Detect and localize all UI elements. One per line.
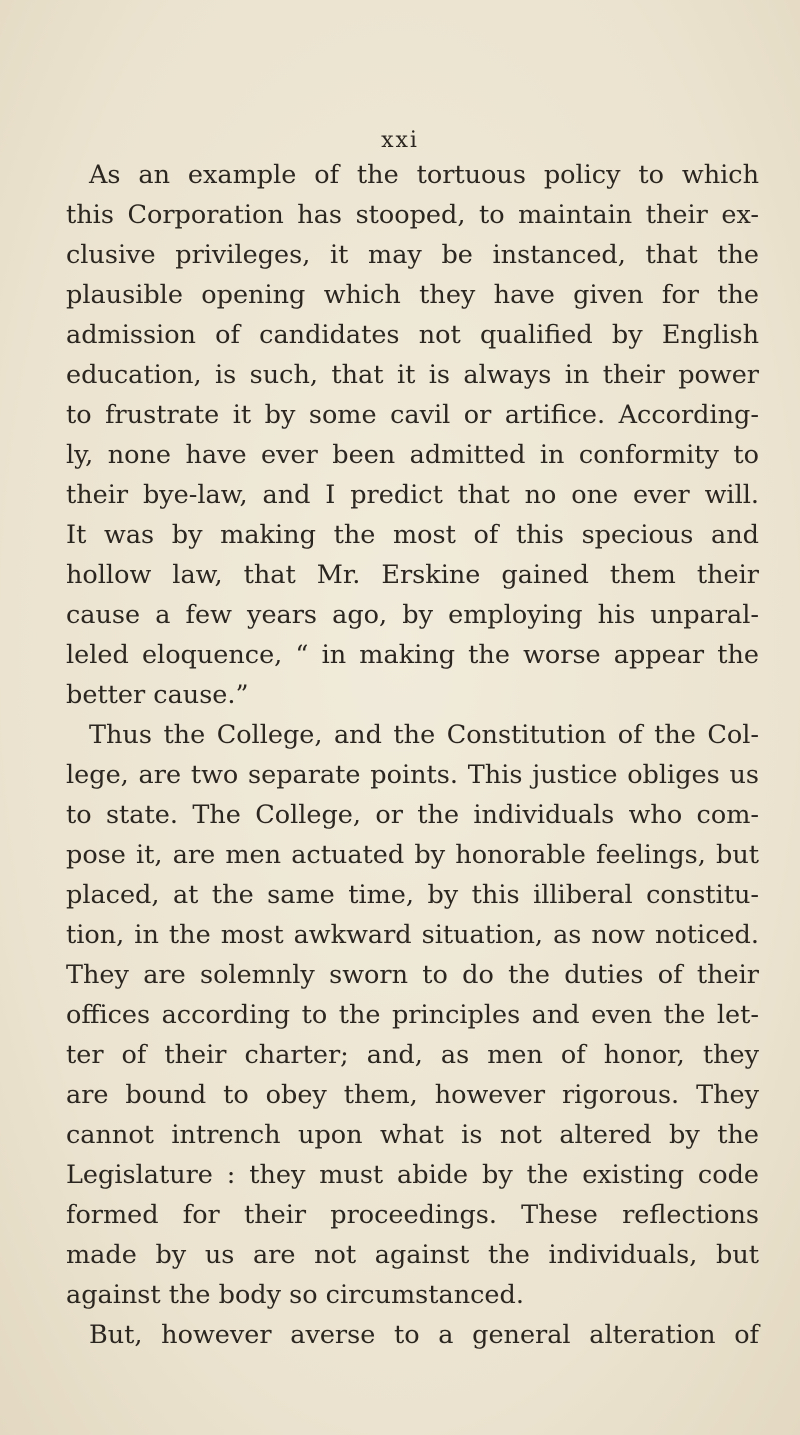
text-line: plausible opening which they have given for the [66,280,759,310]
text-line: offices according to the principles and even the let- [66,1000,759,1030]
text-line: They are solemnly sworn to do the duties of their [66,960,759,990]
text-line: Legislature : they must abide by the existing code [66,1160,759,1190]
text-line: to frustrate it by some cavil or artifice. According- [66,400,759,430]
text-line: But, however averse to a general alteration of [89,1320,759,1350]
text-line: are bound to obey them, however rigorous. They [66,1080,759,1110]
text-line: ly, none have ever been admitted in conformity to [66,440,759,470]
text-line: made by us are not against the individuals, but [66,1240,759,1270]
text-line: against the body so circumstanced. [66,1280,524,1310]
text-line: cause a few years ago, by employing his unparal- [66,600,759,630]
text-line: As an example of the tortuous policy to which [89,160,759,190]
text-line: to state. The College, or the individuals who com- [66,800,759,830]
text-line: ter of their charter; and, as men of honor, they [66,1040,759,1070]
text-line: formed for their proceedings. These reflections [66,1200,759,1230]
text-line: hollow law, that Mr. Erskine gained them their [66,560,759,590]
text-line: clusive privileges, it may be instanced, that the [66,240,759,270]
text-line: this Corporation has stooped, to maintain their ex- [66,200,759,230]
page-number: xxi [381,128,419,153]
text-line: It was by making the most of this specious and [66,520,759,550]
text-line: pose it, are men actuated by honorable feelings, but [66,840,759,870]
text-line: leled eloquence, “ in making the worse appear the [66,640,759,670]
text-line: their bye-law, and I predict that no one ever will. [66,480,759,510]
text-line: tion, in the most awkward situation, as now noticed. [66,920,759,950]
text-line: lege, are two separate points. This justice obliges us [66,760,759,790]
text-line: admission of candidates not qualified by English [66,320,759,350]
text-line: Thus the College, and the Constitution of the Col- [89,720,759,750]
text-line: education, is such, that it is always in their power [66,360,759,390]
text-line: placed, at the same time, by this illiberal constitu- [66,880,759,910]
text-line: better cause.” [66,680,249,710]
text-line: cannot intrench upon what is not altered by the [66,1120,759,1150]
